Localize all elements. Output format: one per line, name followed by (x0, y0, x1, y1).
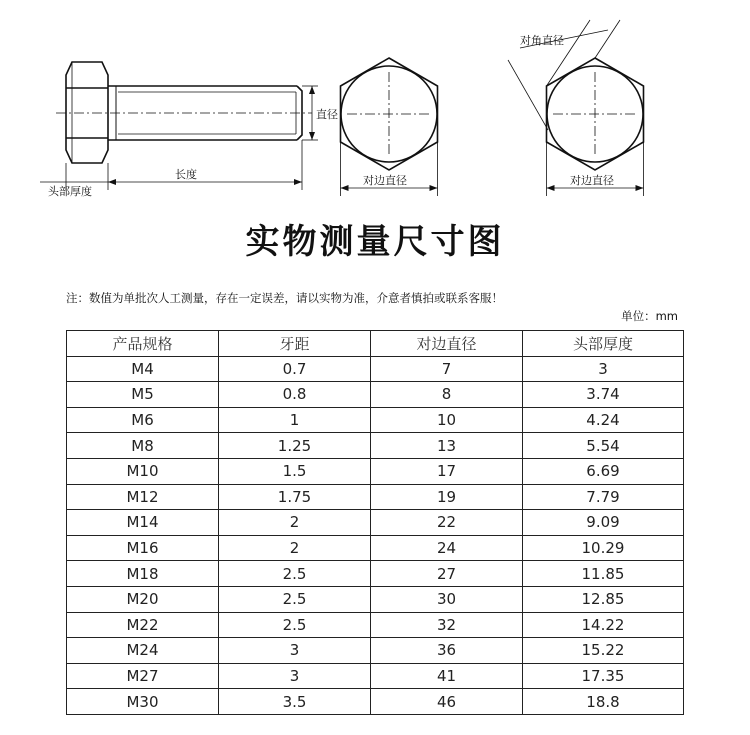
cell-head-thickness: 12.85 (523, 586, 684, 612)
cell-head-thickness: 15.22 (523, 638, 684, 664)
table-row (67, 356, 684, 382)
cell-spec: M14 (67, 510, 219, 536)
cell-spec: M4 (67, 356, 219, 382)
label-across-flats: 对边直径 (363, 174, 407, 187)
cell-head-thickness: 4.24 (523, 407, 684, 433)
header-head-thickness: 头部厚度 (523, 331, 684, 357)
cell-across-flats: 13 (371, 433, 523, 459)
cell-spec: M27 (67, 663, 219, 689)
label-diameter: 直径 (316, 108, 338, 121)
header-spec: 产品规格 (67, 331, 219, 357)
cell-pitch: 1 (219, 407, 371, 433)
cell-pitch: 2.5 (219, 586, 371, 612)
cell-head-thickness: 11.85 (523, 561, 684, 587)
cell-across-flats: 27 (371, 561, 523, 587)
cell-head-thickness: 14.22 (523, 612, 684, 638)
cell-spec: M6 (67, 407, 219, 433)
label-across-corners: 对角直径 (520, 34, 564, 47)
unit-label: 单位：mm (621, 309, 678, 323)
cell-pitch: 3 (219, 638, 371, 664)
cell-across-flats: 30 (371, 586, 523, 612)
cell-across-flats: 41 (371, 663, 523, 689)
cell-spec: M8 (67, 433, 219, 459)
cell-across-flats: 36 (371, 638, 523, 664)
header-pitch: 牙距 (219, 331, 371, 357)
cell-spec: M12 (67, 484, 219, 510)
cell-across-flats: 22 (371, 510, 523, 536)
cell-pitch: 3.5 (219, 689, 371, 715)
cell-pitch: 2 (219, 510, 371, 536)
cell-spec: M30 (67, 689, 219, 715)
cell-pitch: 0.7 (219, 356, 371, 382)
cell-head-thickness: 9.09 (523, 510, 684, 536)
cell-head-thickness: 7.79 (523, 484, 684, 510)
bolt-dimension-diagram (0, 0, 750, 210)
table-row (67, 407, 684, 433)
table-row (67, 433, 684, 459)
cell-head-thickness: 3.74 (523, 382, 684, 408)
cell-spec: M24 (67, 638, 219, 664)
cell-spec: M5 (67, 382, 219, 408)
table-row (67, 535, 684, 561)
disclaimer-note: 注：数值为单批次人工测量，存在一定误差，请以实物为准，介意者慎拍或联系客服！ (66, 291, 503, 305)
table-row (67, 663, 684, 689)
cell-spec: M18 (67, 561, 219, 587)
size-table (66, 330, 684, 715)
cell-spec: M20 (67, 586, 219, 612)
cell-pitch: 2.5 (219, 612, 371, 638)
cell-across-flats: 8 (371, 382, 523, 408)
cell-pitch: 2 (219, 535, 371, 561)
cell-head-thickness: 17.35 (523, 663, 684, 689)
cell-head-thickness: 18.8 (523, 689, 684, 715)
table-row (67, 689, 684, 715)
cell-pitch: 0.8 (219, 382, 371, 408)
cell-pitch: 3 (219, 663, 371, 689)
cell-across-flats: 46 (371, 689, 523, 715)
table-header-row (67, 331, 684, 357)
table-row (67, 561, 684, 587)
cell-across-flats: 7 (371, 356, 523, 382)
label-length: 长度 (175, 168, 197, 181)
cell-across-flats: 24 (371, 535, 523, 561)
cell-pitch: 2.5 (219, 561, 371, 587)
page-title: 实物测量尺寸图 (245, 222, 505, 262)
table-row (67, 586, 684, 612)
label-across-flats-2: 对边直径 (570, 174, 614, 187)
cell-pitch: 1.25 (219, 433, 371, 459)
cell-head-thickness: 3 (523, 356, 684, 382)
cell-head-thickness: 5.54 (523, 433, 684, 459)
table-row (67, 382, 684, 408)
cell-pitch: 1.5 (219, 458, 371, 484)
cell-spec: M16 (67, 535, 219, 561)
cell-head-thickness: 10.29 (523, 535, 684, 561)
table-row (67, 638, 684, 664)
table-row (67, 612, 684, 638)
label-head-thickness: 头部厚度 (48, 185, 92, 198)
cell-pitch: 1.75 (219, 484, 371, 510)
table-row (67, 458, 684, 484)
header-across-flats: 对边直径 (371, 331, 523, 357)
cell-head-thickness: 6.69 (523, 458, 684, 484)
table-row (67, 484, 684, 510)
bolt-head-side-view (66, 62, 108, 163)
cell-spec: M10 (67, 458, 219, 484)
cell-across-flats: 32 (371, 612, 523, 638)
cell-spec: M22 (67, 612, 219, 638)
table-row (67, 510, 684, 536)
cell-across-flats: 19 (371, 484, 523, 510)
cell-across-flats: 10 (371, 407, 523, 433)
cell-across-flats: 17 (371, 458, 523, 484)
